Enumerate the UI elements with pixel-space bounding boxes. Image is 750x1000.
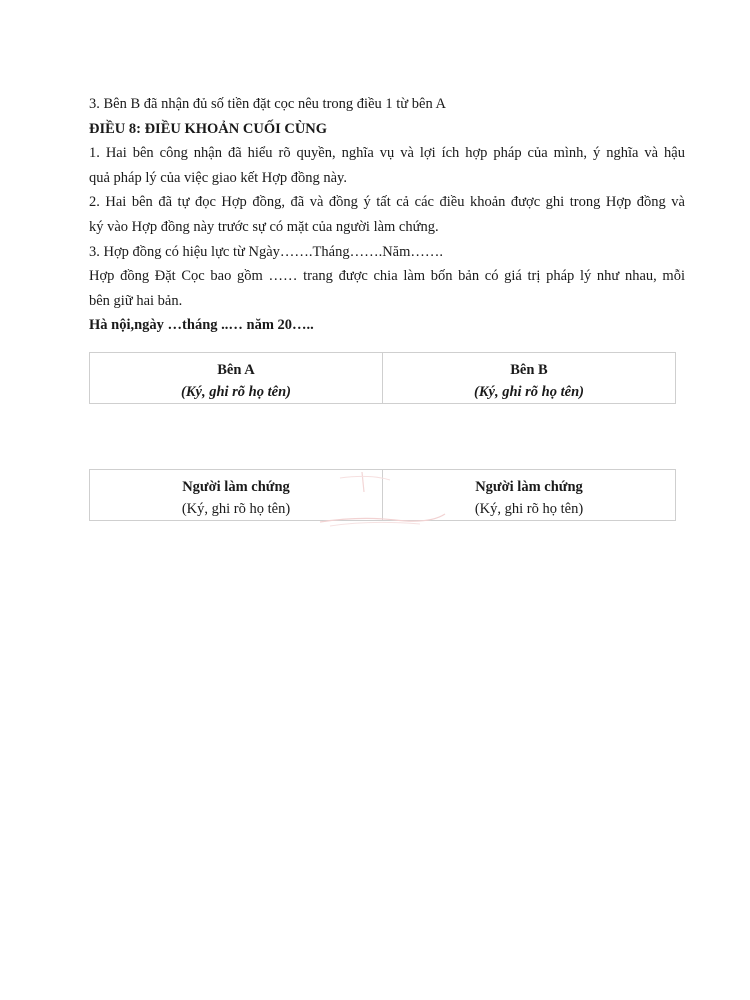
article-8-item-1-line-2: quả pháp lý của việc giao kết Hợp đồng này. [89,169,347,186]
article-8-item-2-line-2: ký vào Hợp đồng này trước sự có mặt của người làm chứng. [89,218,439,235]
contract-page [89,92,685,338]
article-8-item-2-line-1: 2. Hai bên đã tự đọc Hợp đồng, đã và đồng ý tất cả các điều khoản được ghi trong Hợp đồng và [89,194,685,211]
party-signature-table [89,352,676,404]
witness-2-signature-cell [383,470,676,521]
place-date-line: Hà nội,ngày …tháng ..… năm 20….. [89,317,314,334]
clause-7-item-3: 3. Bên B đã nhận đủ số tiền đặt cọc nêu trong điều 1 từ bên A [89,96,446,112]
copies-clause-line-2: bên giữ hai bản. [89,292,183,309]
copies-clause-line-1: Hợp đồng Đặt Cọc bao gồm …… trang được chia làm bốn bản có giá trị pháp lý như nhau, mỗi [89,268,685,285]
party-b-title: Bên B [510,362,548,378]
party-a-note: (Ký, ghi rõ họ tên) [181,384,291,400]
party-a-signature-cell [90,353,383,404]
witness-1-signature-cell [90,470,383,521]
witness-1-note: (Ký, ghi rõ họ tên) [181,501,291,517]
party-b-note: (Ký, ghi rõ họ tên) [474,384,584,400]
article-8-item-3: 3. Hợp đồng có hiệu lực từ Ngày…….Tháng…….Năm……. [89,243,444,260]
party-b-signature-cell [383,353,676,404]
article-8-item-1-line-1: 1. Hai bên công nhận đã hiểu rõ quyền, nghĩa vụ và lợi ích hợp pháp của mình, ý nghĩa và hậu [89,145,685,162]
witness-1-title: Người làm chứng [182,479,290,495]
article-8-heading: ĐIỀU 8: ĐIỀU KHOẢN CUỐI CÙNG [89,120,328,137]
party-a-title: Bên A [217,362,255,378]
witness-2-title: Người làm chứng [475,479,583,495]
witness-signature-table [89,469,676,521]
witness-2-note: (Ký, ghi rõ họ tên) [474,501,584,517]
